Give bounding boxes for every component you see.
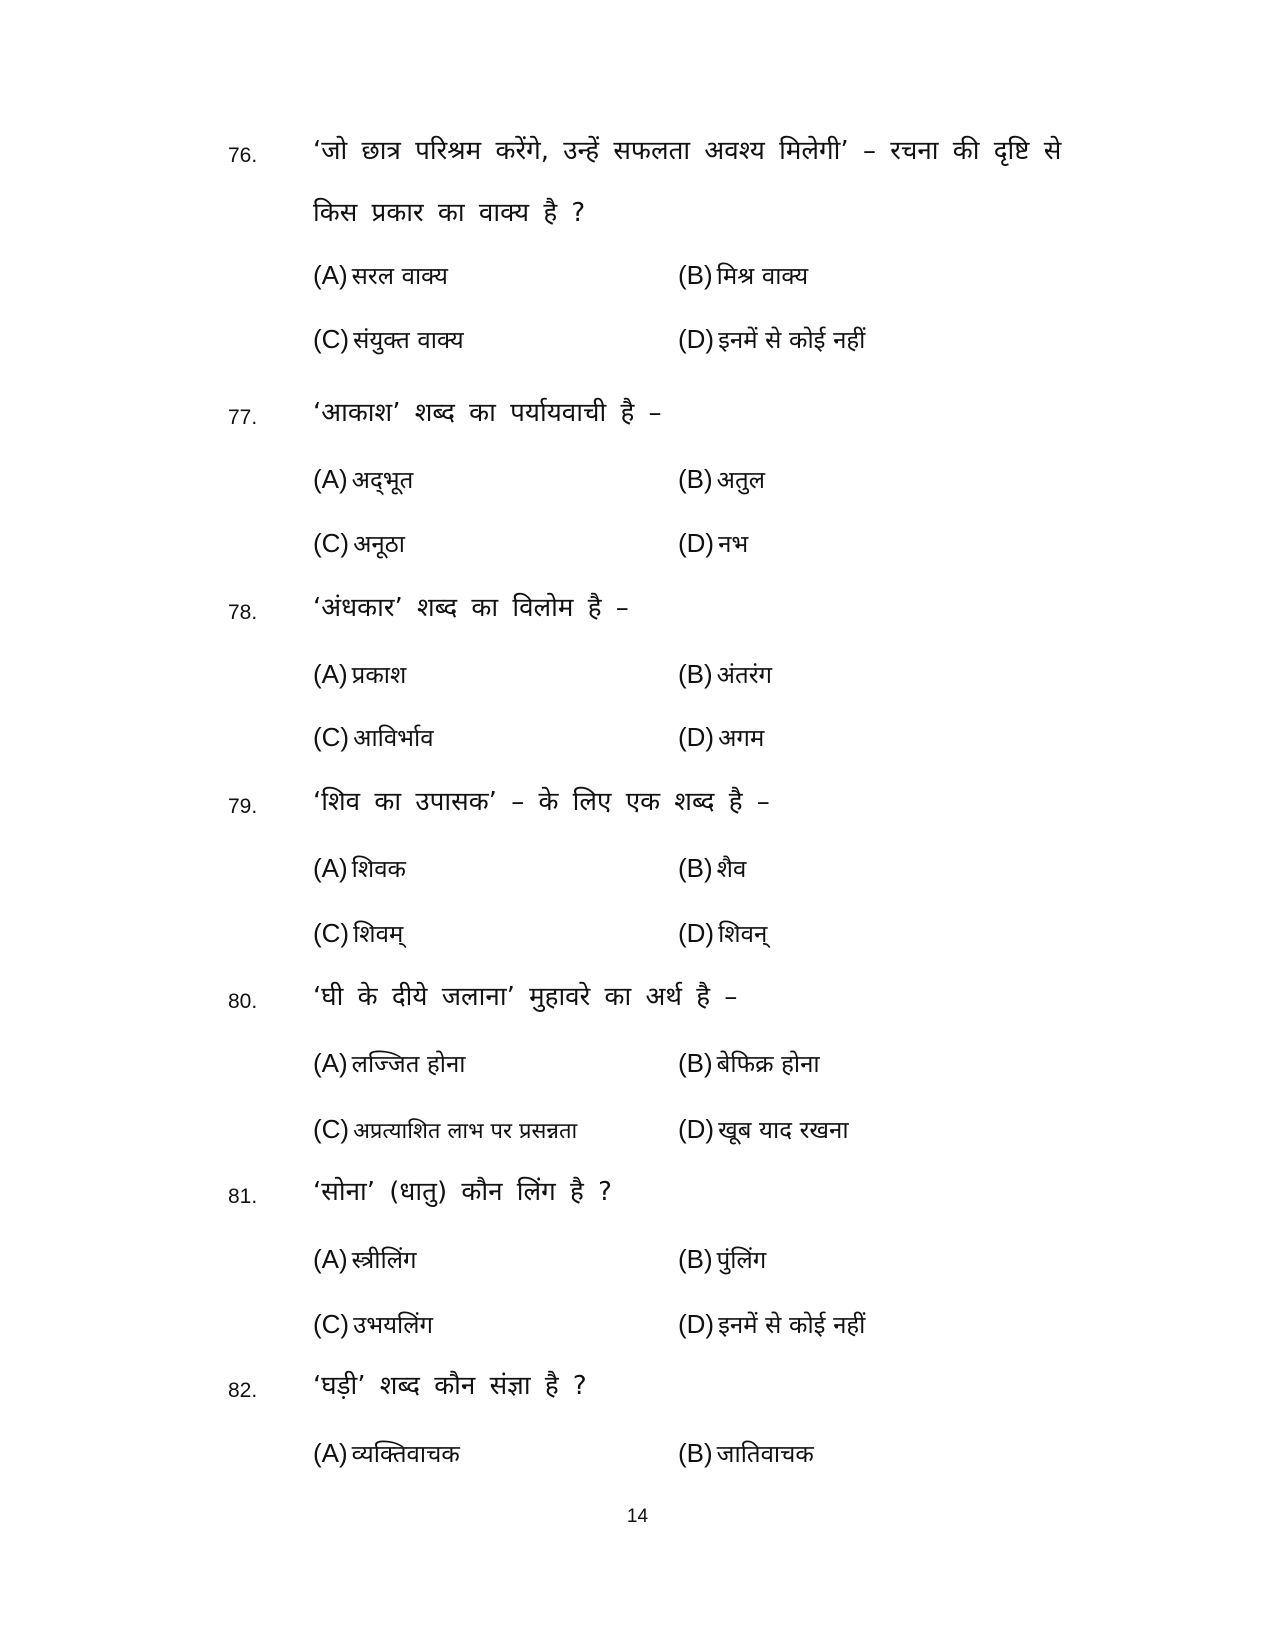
option-b[interactable]: [678, 659, 772, 690]
option-text: स्त्रीलिंग: [351, 1246, 417, 1274]
option-label: (C): [313, 722, 350, 752]
option-label: (B): [678, 853, 713, 883]
option-label: (B): [678, 260, 713, 290]
option-b[interactable]: [678, 1244, 766, 1275]
option-label: (D): [678, 918, 715, 948]
option-d[interactable]: [678, 1309, 865, 1340]
question-text: ‘जो छात्र परिश्रम करेंगे, उन्हें सफलता अवश्य मिलेगी’ – रचना की दृष्टि से: [313, 136, 1062, 166]
option-b[interactable]: [678, 1048, 820, 1079]
option-text: खूब याद रखना: [718, 1116, 849, 1144]
option-a[interactable]: [313, 1048, 466, 1079]
option-text: संयुक्त वाक्य: [353, 326, 464, 354]
option-d[interactable]: [678, 1114, 849, 1145]
option-label: (A): [313, 464, 348, 494]
option-text: बेफिक्र होना: [716, 1050, 820, 1078]
option-label: (C): [313, 918, 350, 948]
option-b[interactable]: [678, 853, 746, 884]
option-c[interactable]: [313, 1309, 433, 1340]
option-text: नभ: [718, 530, 749, 558]
question-text: ‘सोना’ (धातु) कौन लिंग है ?: [313, 1177, 612, 1207]
option-text: अगम: [718, 724, 765, 752]
option-label: (B): [678, 659, 713, 689]
option-label: (D): [678, 1309, 715, 1339]
option-text: प्रकाश: [351, 661, 407, 689]
question-number: 81.: [228, 1185, 258, 1208]
option-c[interactable]: [313, 722, 434, 753]
option-text: इनमें से कोई नहीं: [718, 326, 866, 354]
question-number: 77.: [228, 406, 258, 429]
option-text: अनूठा: [353, 530, 405, 558]
option-a[interactable]: [313, 260, 448, 291]
option-label: (C): [313, 1309, 350, 1339]
option-label: (A): [313, 659, 348, 689]
option-text: अप्रत्याशित लाभ पर प्रसन्नता: [353, 1119, 578, 1144]
option-d[interactable]: [678, 918, 767, 949]
option-label: (D): [678, 1114, 715, 1144]
option-text: पुंलिंग: [716, 1246, 767, 1274]
option-b[interactable]: [678, 260, 808, 291]
option-text: शिवक: [351, 855, 406, 883]
option-d[interactable]: [678, 528, 748, 559]
question-number: 76.: [228, 144, 258, 167]
option-label: (D): [678, 528, 715, 558]
option-a[interactable]: [313, 853, 406, 884]
option-text: अद्‌भूत: [351, 466, 414, 494]
option-text: शैव: [716, 855, 747, 883]
question-text: ‘घड़ी’ शब्द कौन संज्ञा है ?: [313, 1371, 587, 1401]
option-label: (D): [678, 722, 715, 752]
option-label: (D): [678, 324, 715, 354]
option-text: उभयलिंग: [353, 1311, 434, 1339]
option-label: (C): [313, 324, 350, 354]
question-number: 78.: [228, 601, 258, 624]
option-a[interactable]: [313, 1438, 460, 1469]
option-text: अतुल: [716, 466, 765, 494]
option-a[interactable]: [313, 464, 413, 495]
option-d[interactable]: [678, 324, 865, 355]
option-c[interactable]: [313, 918, 403, 949]
option-label: (C): [313, 528, 350, 558]
option-label: (A): [313, 1438, 348, 1468]
question-text: ‘आकाश’ शब्द का पर्यायवाची है –: [313, 398, 662, 428]
option-text: शिवन्: [718, 920, 768, 948]
option-label: (B): [678, 1244, 713, 1274]
option-b[interactable]: [678, 464, 765, 495]
option-c[interactable]: [313, 528, 405, 559]
option-label: (C): [313, 1114, 350, 1144]
option-text: अंतरंग: [716, 661, 773, 689]
option-label: (A): [313, 1244, 348, 1274]
option-a[interactable]: [313, 659, 406, 690]
question-text: ‘घी के दीये जलाना’ मुहावरे का अर्थ है –: [313, 982, 738, 1012]
option-text: जातिवाचक: [716, 1440, 814, 1468]
option-text: मिश्र वाक्य: [716, 262, 809, 290]
page-number: 14: [626, 1506, 649, 1527]
option-label: (B): [678, 1048, 713, 1078]
option-a[interactable]: [313, 1244, 416, 1275]
question-text-continued: किस प्रकार का वाक्य है ?: [313, 198, 586, 228]
option-text: सरल वाक्य: [351, 262, 448, 290]
option-label: (B): [678, 1438, 713, 1468]
option-text: इनमें से कोई नहीं: [718, 1311, 866, 1339]
question-number: 79.: [228, 795, 258, 818]
option-label: (A): [313, 1048, 348, 1078]
question-number: 82.: [228, 1379, 258, 1402]
option-text: आविर्भाव: [353, 724, 434, 752]
question-number: 80.: [228, 990, 258, 1013]
option-text: लज्जित होना: [351, 1050, 466, 1078]
option-label: (B): [678, 464, 713, 494]
option-d[interactable]: [678, 722, 764, 753]
option-text: शिवम्: [353, 920, 404, 948]
option-c[interactable]: [313, 324, 464, 355]
question-text: ‘शिव का उपासक’ – के लिए एक शब्द है –: [313, 787, 770, 817]
question-text: ‘अंधकार’ शब्द का विलोम है –: [313, 593, 629, 623]
option-label: (A): [313, 853, 348, 883]
option-b[interactable]: [678, 1438, 814, 1469]
option-text: व्यक्तिवाचक: [351, 1440, 460, 1468]
option-c[interactable]: [313, 1114, 577, 1147]
option-label: (A): [313, 260, 348, 290]
